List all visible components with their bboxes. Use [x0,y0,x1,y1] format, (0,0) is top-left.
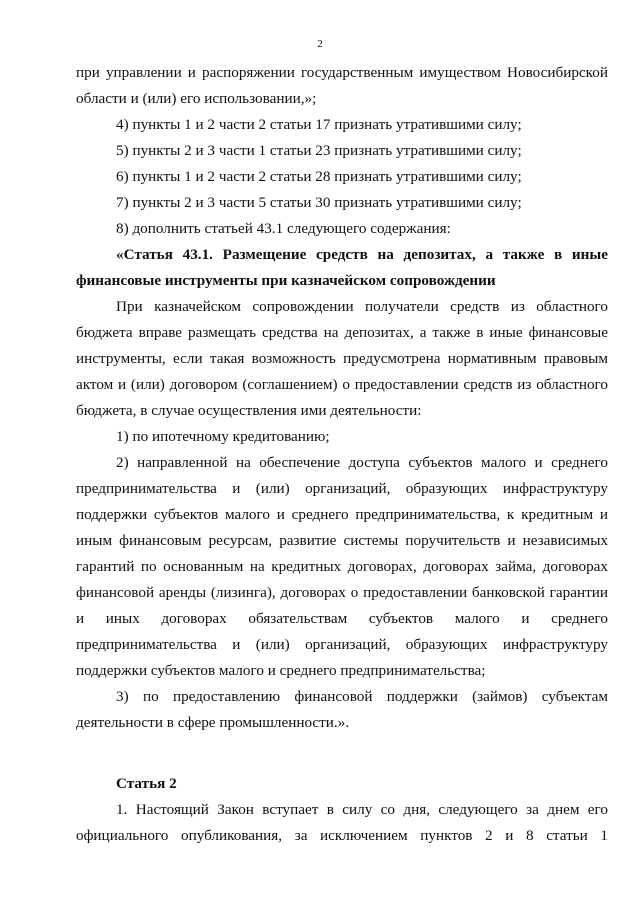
list-item-7: 7) пункты 2 и 3 части 5 статьи 30 признать утратившими силу; [116,194,522,211]
article-2-clause-1: 1. Настоящий Закон вступает в силу со дня, следующего за днем его официального опубликования, за исключением пунктов 2 и 8 статьи 1 [76,801,608,844]
section-spacer [76,736,608,771]
article-43-1-body: При казначейском сопровождении получатели средств из областного бюджета вправе размещать средства на депозитах, а также в иные финансовые инструменты, если такая возможность предусмотрена нормативным правовым актом и (или) договором (соглашением) о предоставлении средств из областного бюджета, в случае осуществления ими деятельности: [76,298,608,419]
list-item-4: 4) пункты 1 и 2 части 2 статьи 17 признать утратившими силу; [116,116,522,133]
list-item-6: 6) пункты 1 и 2 части 2 статьи 28 признать утратившими силу; [116,168,522,185]
article-43-1-item-3: 3) по предоставлению финансовой поддержки (займов) субъектам деятельности в сфере промышленности.». [76,688,608,731]
paragraph-property-management: при управлении и распоряжении государственным имуществом Новосибирской области и (или) его использовании,»; [76,64,608,107]
page-number: 2 [317,38,323,50]
article-43-1-item-1: 1) по ипотечному кредитованию; [116,428,330,445]
article-43-1-heading: «Статья 43.1. Размещение средств на депозитах, а также в иные финансовые инструменты при казначейском сопровождении [76,246,608,289]
article-43-1-item-2: 2) направленной на обеспечение доступа субъектов малого и среднего предпринимательства и (или) организаций, образующих инфраструктуру поддержки субъектов малого и среднего предпринимательства, к кредитным и иным финансовым ресурсам, развитие системы поручительств и независимых гарантий по основанным на кредитных договорах, договорах займа, договорах финансовой аренды (лизинга), договорах о предоставлении банковской гарантии и иных договорах обязательствам субъектов малого и среднего предпринимательства и (или) организаций, образующих инфраструктуру поддержки субъектов малого и среднего предпринимательства; [76,454,608,679]
list-item-5: 5) пункты 2 и 3 части 1 статьи 23 признать утратившими силу; [116,142,522,159]
list-item-8: 8) дополнить статьей 43.1 следующего содержания: [116,220,451,237]
document-body [76,60,608,849]
article-2-heading: Статья 2 [116,775,177,792]
